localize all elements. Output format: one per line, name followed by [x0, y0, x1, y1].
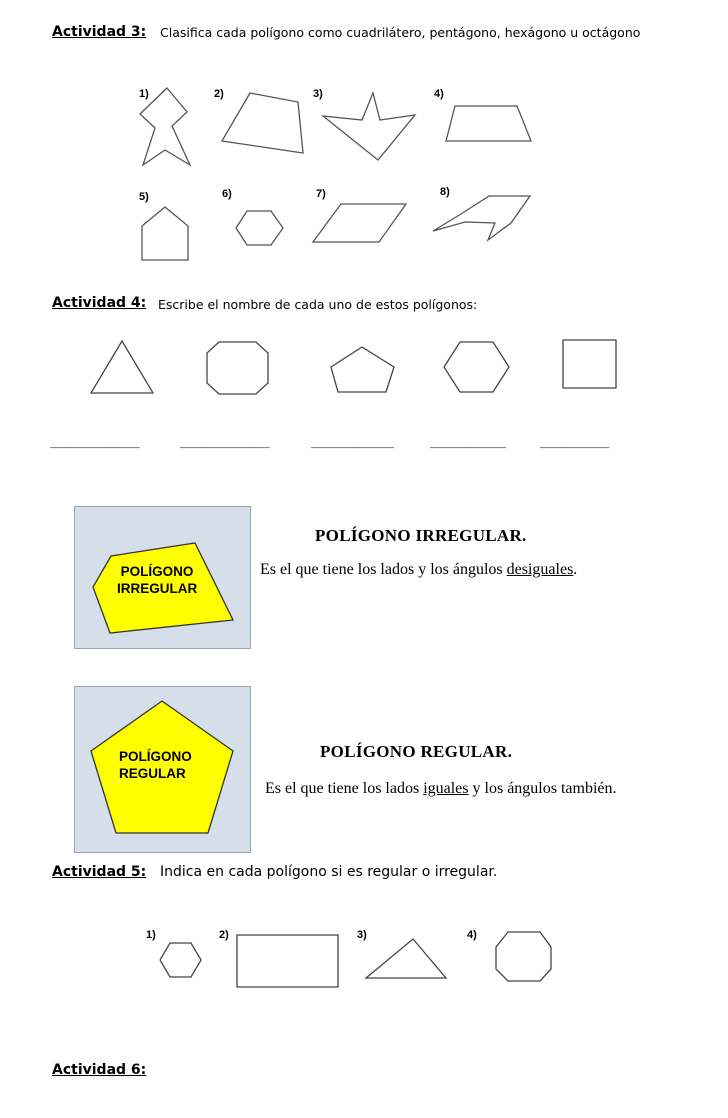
regular-polygon-card	[74, 686, 251, 853]
irregular-label-line2: IRREGULAR	[117, 581, 198, 596]
a5-polygon-3	[366, 939, 446, 978]
square-shape	[563, 340, 616, 388]
polygon-8	[433, 196, 530, 240]
answer-blank-1[interactable]: _____________	[50, 434, 139, 449]
activity3-polygons	[0, 0, 728, 280]
a5-polygon-4	[496, 932, 551, 981]
regular-shape-label-4: 4)	[467, 929, 477, 941]
answer-blank-3[interactable]: ____________	[311, 434, 393, 449]
shape-label-1: 1)	[139, 88, 149, 100]
irregular-label-line1: POLÍGONO	[120, 564, 194, 579]
hexagon-shape	[444, 342, 509, 392]
irregular-def-underlined: desiguales	[506, 561, 574, 578]
shape-label-8: 8)	[440, 186, 450, 198]
polygon-2	[222, 93, 303, 153]
polygon-4	[446, 106, 531, 141]
shape-label-7: 7)	[316, 188, 326, 200]
answer-blank-2[interactable]: _____________	[180, 434, 269, 449]
polygon-6	[236, 211, 283, 245]
triangle-shape	[91, 341, 153, 393]
activity4-polygons	[0, 320, 728, 410]
activity3-title: Actividad 3:	[52, 24, 147, 40]
activity6-title: Actividad 6:	[52, 1062, 147, 1078]
shape-label-6: 6)	[222, 188, 232, 200]
regular-shape-label-2: 2)	[219, 929, 229, 941]
regular-polygon-label	[119, 748, 199, 782]
irregular-polygon-card	[74, 506, 251, 649]
regular-shape-label-3: 3)	[357, 929, 367, 941]
regular-shape-label-1: 1)	[146, 929, 156, 941]
pentagon-shape	[331, 347, 394, 392]
regular-def-before: Es el que tiene los lados	[265, 780, 424, 797]
a5-polygon-2	[237, 935, 338, 987]
irregular-polygon-label	[117, 563, 197, 597]
irregular-def-after: .	[573, 561, 578, 578]
answer-blank-4[interactable]: ___________	[430, 434, 506, 449]
polygon-7	[313, 204, 406, 242]
regular-heading: POLÍGONO REGULAR.	[320, 742, 513, 761]
polygon-3	[323, 93, 415, 160]
regular-definition	[265, 780, 617, 798]
polygon-5	[142, 207, 188, 260]
shape-label-5: 5)	[139, 191, 149, 203]
octagon-shape	[207, 342, 268, 394]
irregular-definition	[260, 561, 577, 579]
regular-label-line2: REGULAR	[119, 766, 186, 781]
activity5-title: Actividad 5:	[52, 864, 147, 880]
activity4-instruction: Escribe el nombre de cada uno de estos polígonos:	[158, 297, 478, 312]
irregular-def-before: Es el que tiene los lados y los ángulos	[260, 561, 507, 578]
activity5-instruction: Indica en cada polígono si es regular o irregular.	[160, 864, 498, 880]
shape-label-4: 4)	[434, 88, 444, 100]
irregular-heading: POLÍGONO IRREGULAR.	[315, 526, 527, 545]
shape-label-2: 2)	[214, 88, 224, 100]
activity4-title: Actividad 4:	[52, 295, 147, 311]
regular-label-line1: POLÍGONO	[119, 749, 192, 764]
activity3-instruction: Clasifica cada polígono como cuadrilátero, pentágono, hexágono u octágono	[160, 25, 641, 40]
answer-blank-5[interactable]: __________	[540, 434, 609, 449]
regular-def-after: y los ángulos también.	[468, 780, 617, 797]
polygon-1	[140, 88, 190, 165]
shape-label-3: 3)	[313, 88, 323, 100]
regular-def-underlined: iguales	[423, 780, 469, 797]
a5-polygon-1	[160, 943, 201, 977]
activity5-polygons	[0, 920, 728, 1000]
